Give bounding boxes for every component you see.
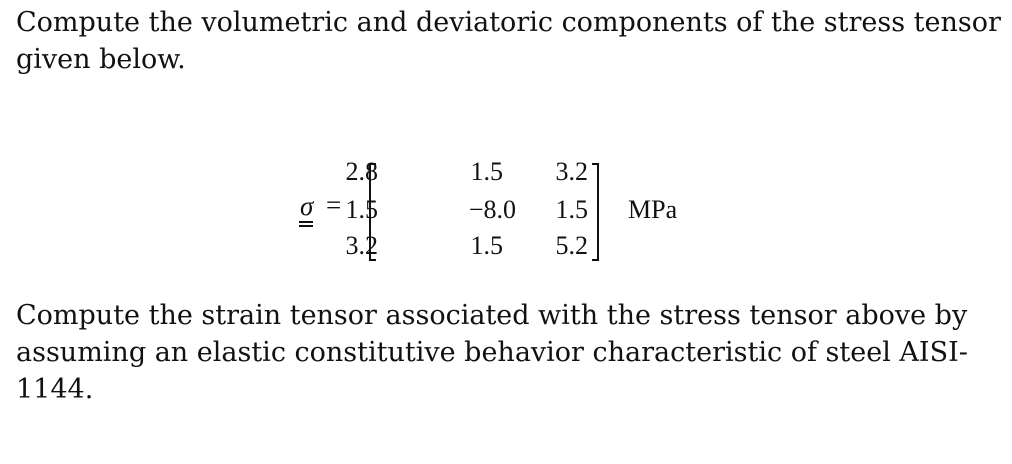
matrix-cell-r2c3: 1.5	[555, 195, 588, 224]
equals-sign: =	[326, 190, 342, 220]
problem-statement-strain-tensor: Compute the strain tensor associated with the stress tensor above by assuming an elastic constitutive behavior characteristic of steel AISI-1144.	[16, 300, 968, 405]
matrix-cell-r3c3: 5.2	[555, 231, 588, 260]
stress-tensor-equation	[0, 150, 1012, 275]
matrix-cell-r1c2: 1.5	[470, 157, 503, 186]
unit-label: MPa	[628, 195, 678, 224]
matrix-cell-r1c3: 3.2	[555, 157, 588, 186]
matrix-cell-r3c1: 3.2	[345, 231, 378, 260]
matrix-cell-r2c1: 1.5	[345, 195, 378, 224]
matrix-cell-r1c1: 2.8	[345, 157, 378, 186]
matrix-cell-r2c2: −8.0	[468, 195, 516, 224]
stress-symbol: σ	[300, 191, 314, 221]
matrix-cell-r3c2: 1.5	[470, 231, 503, 260]
problem-statement-volumetric-deviatoric: Compute the volumetric and deviatoric components of the stress tensor given below.	[16, 7, 1001, 75]
right-bracket	[592, 164, 598, 260]
